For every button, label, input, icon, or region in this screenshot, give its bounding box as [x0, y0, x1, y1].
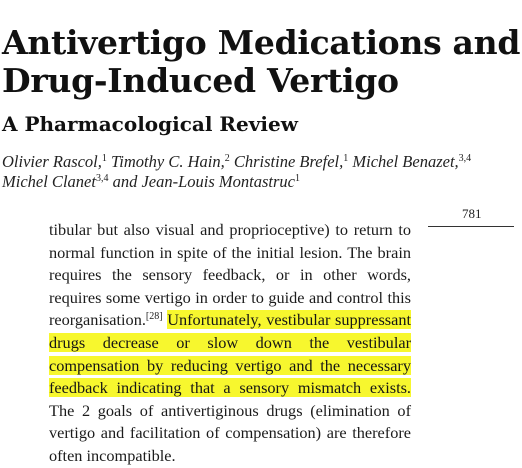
article-title [2, 24, 520, 100]
author-name: Michel Clanet [2, 172, 96, 191]
title-line-1: Antivertigo Medications and [2, 23, 521, 62]
author-name: Christine Brefel, [233, 152, 344, 171]
citation-ref: [28] [145, 311, 163, 323]
author-affiliation: 1 [101, 153, 107, 164]
body-paragraph [49, 219, 411, 468]
page-number-rule [428, 226, 514, 227]
title-line-2: Drug-Induced Vertigo [2, 61, 399, 100]
author-affiliation: 1 [294, 173, 300, 184]
author-affiliation: 1 [343, 153, 349, 164]
author-name: and Jean-Louis Montastruc [112, 172, 295, 191]
page-number: 781 [462, 206, 482, 221]
author-name: Timothy C. Hain, [111, 152, 225, 171]
article-subtitle: A Pharmacological Review [2, 112, 298, 136]
body-text-before: tibular but also visual and proprioceptive) to return to normal function in spite of the initial lesion. The brain requires the sensory feedback, or in other words, requires some vertigo in order to guide and control this reorganisation. [49, 220, 411, 330]
author-list [2, 152, 520, 192]
author-affiliation: 3,4 [458, 153, 472, 164]
author-affiliation: 2 [224, 153, 230, 164]
author-name: Olivier Rascol, [2, 152, 102, 171]
highlighted-passage: Unfortunately, vestibular suppressant drugs decrease or slow down the vestibular compensation by reducing vertigo and the necessary feedback indicating that a sensory mismatch exists. [49, 310, 412, 398]
body-text-after: The 2 goals of antivertiginous drugs (elimination of vertigo and facilitation of compensation) are therefore often incompatible. [49, 400, 411, 465]
author-affiliation: 3,4 [95, 173, 109, 184]
author-name: Michel Benazet, [352, 152, 459, 171]
